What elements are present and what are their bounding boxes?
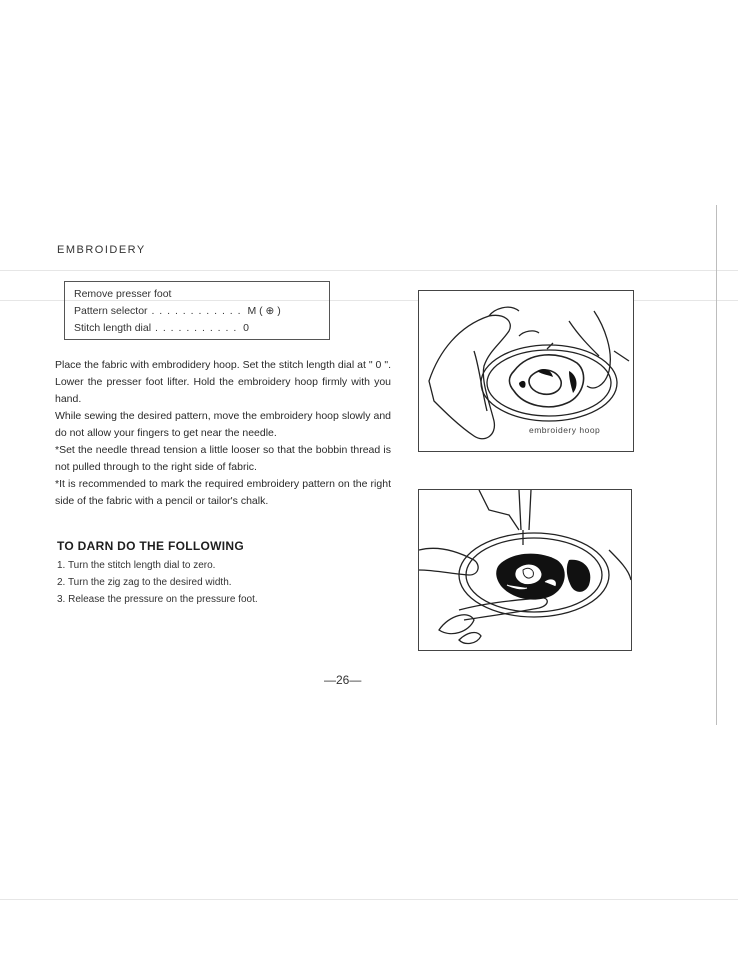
- darn-heading: TO DARN DO THE FOLLOWING: [57, 539, 244, 553]
- leader-dots: . . . . . . . . . . . .: [147, 305, 246, 317]
- scan-artifact-line: [0, 899, 738, 900]
- page-number: —26—: [324, 673, 362, 687]
- leader-dots: . . . . . . . . . . .: [151, 322, 242, 334]
- needle-hoop-drawing: [419, 490, 631, 650]
- figure-caption: embroidery hoop: [529, 425, 601, 435]
- settings-box: [64, 281, 330, 340]
- darn-step: 2. Turn the zig zag to the desired width.: [57, 577, 232, 588]
- scan-artifact-line: [0, 270, 738, 271]
- instruction-note: *Set the needle thread tension a little looser so that the bobbin thread is not pulled through to the right side of fabric.: [55, 444, 391, 473]
- settings-label: Remove presser foot: [74, 288, 172, 300]
- settings-value: 0: [243, 322, 250, 334]
- instruction-paragraph: Place the fabric with embrodidery hoop. Set the stitch length dial at " 0 ". Lower the presser foot lifter. Hold the embroidery hoop firmly with you hand.: [55, 359, 391, 405]
- instruction-note: *It is recommended to mark the required embroidery pattern on the right side of the fabric with a pencil or tailor's chalk.: [55, 478, 391, 507]
- darn-steps: [57, 557, 357, 608]
- darn-step: 3. Release the pressure on the pressure foot.: [57, 594, 258, 605]
- page-edge-line: [716, 205, 717, 725]
- section-heading: EMBROIDERY: [57, 244, 146, 256]
- hoop-illustration: [418, 290, 634, 452]
- sewing-illustration: [418, 489, 632, 651]
- hands-hoop-drawing: [419, 291, 633, 451]
- settings-label: Pattern selector: [74, 305, 148, 317]
- settings-row: [74, 286, 329, 303]
- darn-step: 1. Turn the stitch length dial to zero.: [57, 560, 216, 571]
- instructions: [55, 357, 391, 510]
- settings-row: [74, 320, 329, 337]
- settings-label: Stitch length dial: [74, 322, 152, 334]
- settings-row: [74, 303, 329, 320]
- settings-value: M ( ⊕ ): [247, 305, 281, 317]
- instruction-paragraph: While sewing the desired pattern, move the embroidery hoop slowly and do not allow your fingers to get near the needle.: [55, 410, 391, 439]
